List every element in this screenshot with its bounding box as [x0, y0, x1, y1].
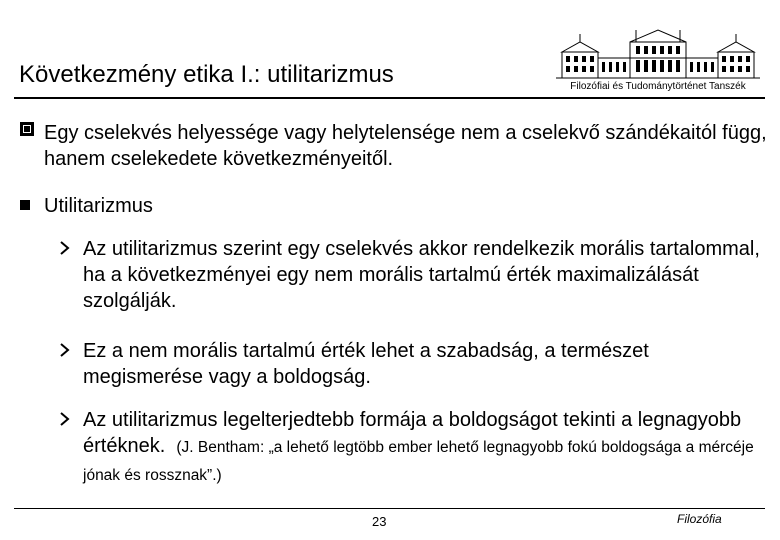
building-logo-icon — [556, 28, 760, 80]
arrow-bullet-icon — [59, 341, 71, 359]
sub-bullet-text: Az utilitarizmus legelterjedtebb formája a boldogságot tekinti a legnagyobb értéknek. — [83, 409, 742, 457]
footer-label: Filozófia — [677, 512, 722, 526]
sub-bullet-item — [59, 407, 764, 489]
bullet-item — [20, 120, 768, 172]
page-number: 23 — [372, 514, 387, 529]
bentham-quote: (J. Bentham: „a lehető legtöbb ember lehető legnagyobb fokú boldogsága a mércéje jónak és rossznak”.) — [83, 439, 754, 484]
sub-bullet-text: Ez a nem morális tartalmú érték lehet a szabadság, a természet megismerése vagy a boldogság. — [83, 340, 649, 388]
bullet-text: Utilitarizmus — [44, 195, 153, 217]
square-bullet-icon — [20, 200, 30, 210]
sub-bullet-text: Az utilitarizmus szerint egy cselekvés akkor rendelkezik morális tartalommal, ha a következményei egy nem morális tartalmú érték maximalizálását szolgálják. — [83, 238, 760, 312]
sub-bullet-item — [59, 236, 764, 314]
bullet-text: Egy cselekvés helyessége vagy helytelensége nem a cselekvő szándékaitól függ, hanem cselekedete következményeitől. — [44, 122, 767, 170]
footer-divider — [14, 508, 765, 509]
arrow-bullet-icon — [59, 239, 71, 257]
square-bullet-icon — [20, 122, 34, 136]
title-divider — [14, 97, 765, 99]
slide-title: Következmény etika I.: utilitarizmus — [19, 61, 394, 88]
logo-caption: Filozófiai és Tudománytörténet Tanszék — [570, 81, 746, 92]
arrow-bullet-icon — [59, 410, 71, 428]
university-logo — [556, 28, 760, 96]
sub-bullet-content — [83, 407, 764, 489]
bullet-item — [20, 193, 153, 219]
sub-bullet-item — [59, 338, 764, 390]
